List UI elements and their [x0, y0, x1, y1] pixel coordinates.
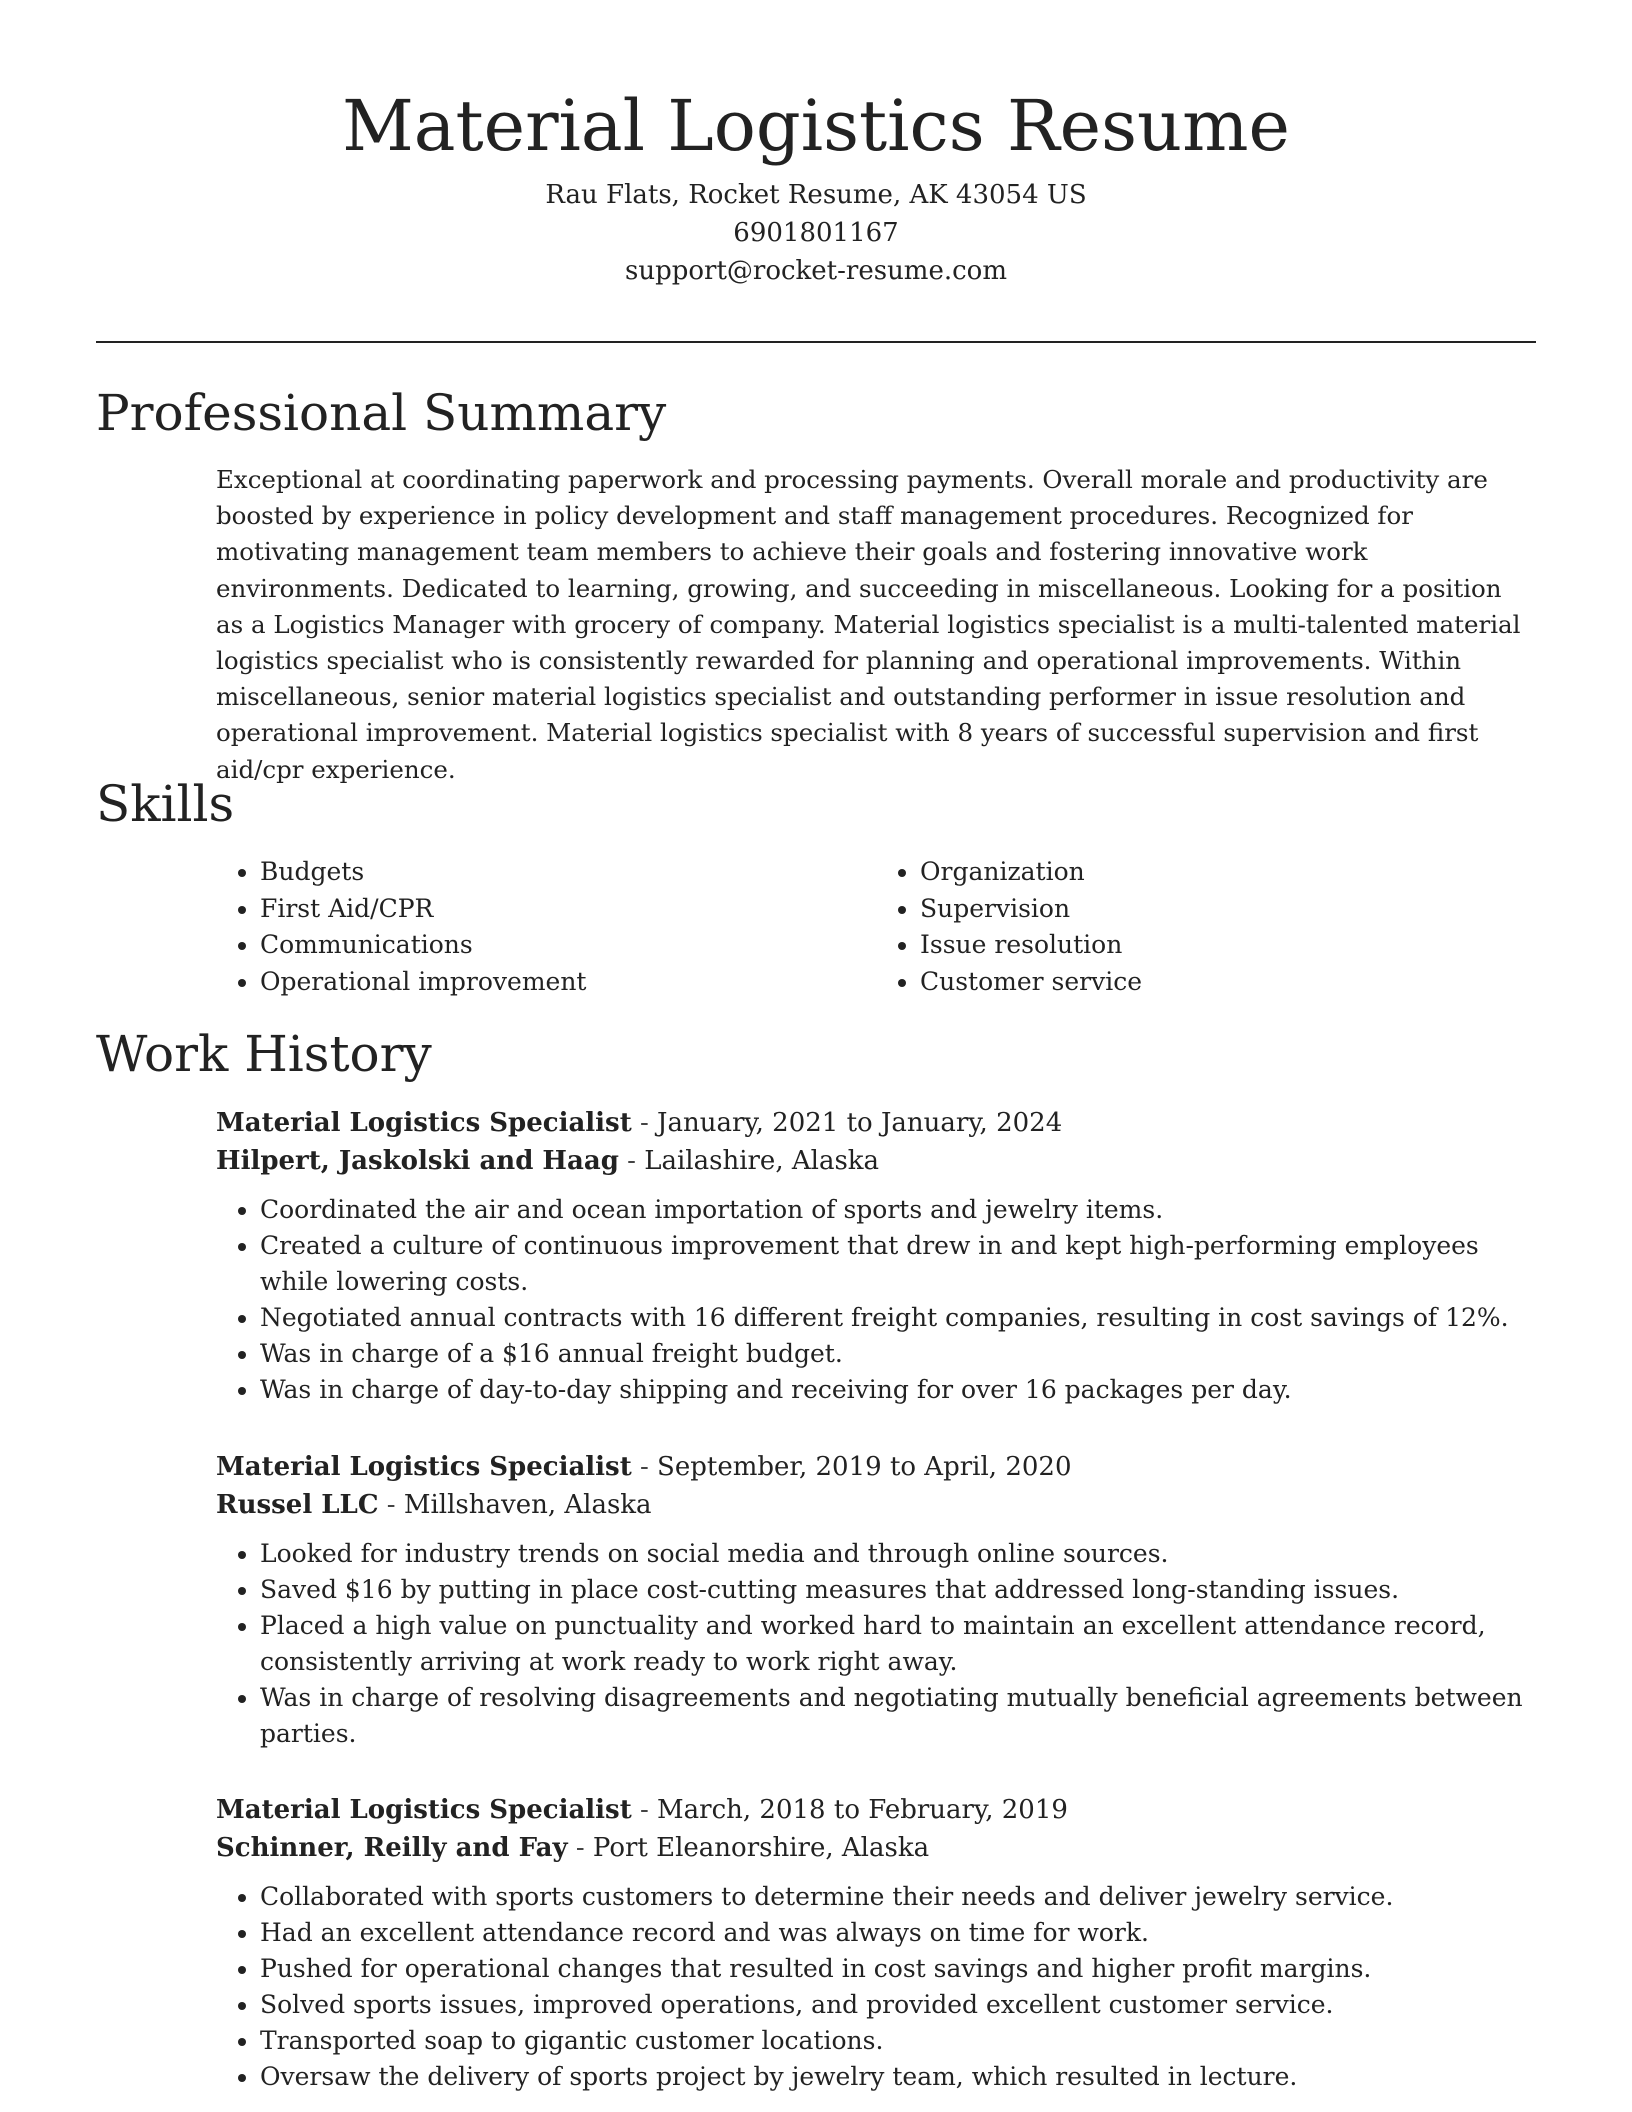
job-role: Material Logistics Specialist [216, 1795, 632, 1825]
job-company: Hilpert, Jaskolski and Haag [216, 1146, 619, 1176]
contact-address: Rau Flats, Rocket Resume, AK 43054 US [545, 180, 1087, 210]
job-title-line: Material Logistics Specialist - March, 2018 to February, 2019 [216, 1795, 1068, 1825]
summary-heading: Professional Summary [96, 384, 667, 442]
skill-item: • Communications [260, 927, 876, 964]
job-title-line: Material Logistics Specialist - September, 2019 to April, 2020 [216, 1452, 1072, 1482]
job-dates: March, 2018 to February, 2019 [657, 1795, 1068, 1825]
job-location: Port Eleanorshire, Alaska [592, 1833, 930, 1863]
contact-phone: 6901801167 [733, 218, 899, 248]
job-company-line: Russel LLC - Millshaven, Alaska [216, 1490, 652, 1520]
job-entry [216, 1791, 1536, 2095]
job-bullet: • Was in charge of resolving disagreements and negotiating mutually beneficial agreements between parties. [260, 1680, 1536, 1752]
job-company: Schinner, Reilly and Fay [216, 1833, 568, 1863]
job-company-line: Schinner, Reilly and Fay - Port Eleanorshire, Alaska [216, 1833, 930, 1863]
job-location: Lailashire, Alaska [644, 1146, 880, 1176]
job-company: Russel LLC [216, 1490, 379, 1520]
job-location: Millshaven, Alaska [403, 1490, 652, 1520]
contact-block [0, 176, 1632, 290]
contact-email: support@rocket-resume.com [624, 256, 1007, 286]
header-divider [96, 341, 1536, 343]
job-dates: September, 2019 to April, 2020 [657, 1452, 1072, 1482]
resume-header [0, 0, 1632, 290]
skills-list [216, 854, 1536, 1000]
resume-title: Material Logistics Resume [342, 85, 1290, 167]
job-bullet: • Looked for industry trends on social media and through online sources. [260, 1536, 1536, 1572]
job-bullet: • Created a culture of continuous improvement that drew in and kept high-performing employees while lowering costs. [260, 1228, 1536, 1300]
job-entry [216, 1104, 1536, 1408]
job-bullet: • Collaborated with sports customers to determine their needs and deliver jewelry service. [260, 1879, 1536, 1915]
work-history-heading: Work History [96, 1025, 432, 1083]
job-bullets [216, 1879, 1536, 2095]
job-bullet: • Oversaw the delivery of sports project by jewelry team, which resulted in lecture. [260, 2059, 1536, 2095]
job-bullet: • Pushed for operational changes that resulted in cost savings and higher profit margins. [260, 1951, 1536, 1987]
job-bullet: • Was in charge of day-to-day shipping and receiving for over 16 packages per day. [260, 1372, 1536, 1408]
job-bullet: • Saved $16 by putting in place cost-cutting measures that addressed long-standing issues. [260, 1572, 1536, 1608]
skills-heading: Skills [96, 775, 235, 833]
job-role: Material Logistics Specialist [216, 1108, 632, 1138]
summary-text: Exceptional at coordinating paperwork and processing payments. Overall morale and productivity are boosted by experience in policy development and staff management procedures. Recognized for motivating management team members to achieve their goals and fostering innovative work environments. Dedicated to learning, growing, and succeeding in miscellaneous. Looking for a position as a Logistics Manager with grocery of company. Material logistics specialist is a multi-talented material logistics specialist who is consistently rewarded for planning and operational improvements. Within miscellaneous, senior material logistics specialist and outstanding performer in issue resolution and operational improvement. Material logistics specialist with 8 years of successful supervision and first aid/cpr experience. [216, 465, 1521, 784]
skill-item: • Supervision [920, 891, 1536, 928]
job-title-line: Material Logistics Specialist - January, 2021 to January, 2024 [216, 1108, 1063, 1138]
job-role: Material Logistics Specialist [216, 1452, 632, 1482]
job-bullets [216, 1536, 1536, 1752]
skill-item: • Organization [920, 854, 1536, 891]
job-bullet: • Transported soap to gigantic customer locations. [260, 2023, 1536, 2059]
skills-column-left [216, 854, 876, 1000]
job-entry [216, 1448, 1536, 1752]
job-bullet: • Coordinated the air and ocean importation of sports and jewelry items. [260, 1192, 1536, 1228]
job-bullet: • Solved sports issues, improved operations, and provided excellent customer service. [260, 1987, 1536, 2023]
job-dates: January, 2021 to January, 2024 [657, 1108, 1063, 1138]
skills-column-right [876, 854, 1536, 1000]
skill-item: • Operational improvement [260, 964, 876, 1001]
job-bullet: • Was in charge of a $16 annual freight budget. [260, 1336, 1536, 1372]
job-company-line: Hilpert, Jaskolski and Haag - Lailashire, Alaska [216, 1146, 880, 1176]
job-bullet: • Had an excellent attendance record and was always on time for work. [260, 1915, 1536, 1951]
skill-item: • First Aid/CPR [260, 891, 876, 928]
skill-item: • Issue resolution [920, 927, 1536, 964]
skill-item: • Customer service [920, 964, 1536, 1001]
skill-item: • Budgets [260, 854, 876, 891]
job-bullets [216, 1192, 1536, 1408]
job-bullet: • Negotiated annual contracts with 16 different freight companies, resulting in cost savings of 12%. [260, 1300, 1536, 1336]
job-bullet: • Placed a high value on punctuality and worked hard to maintain an excellent attendance record, consistently arriving at work ready to work right away. [260, 1608, 1536, 1680]
